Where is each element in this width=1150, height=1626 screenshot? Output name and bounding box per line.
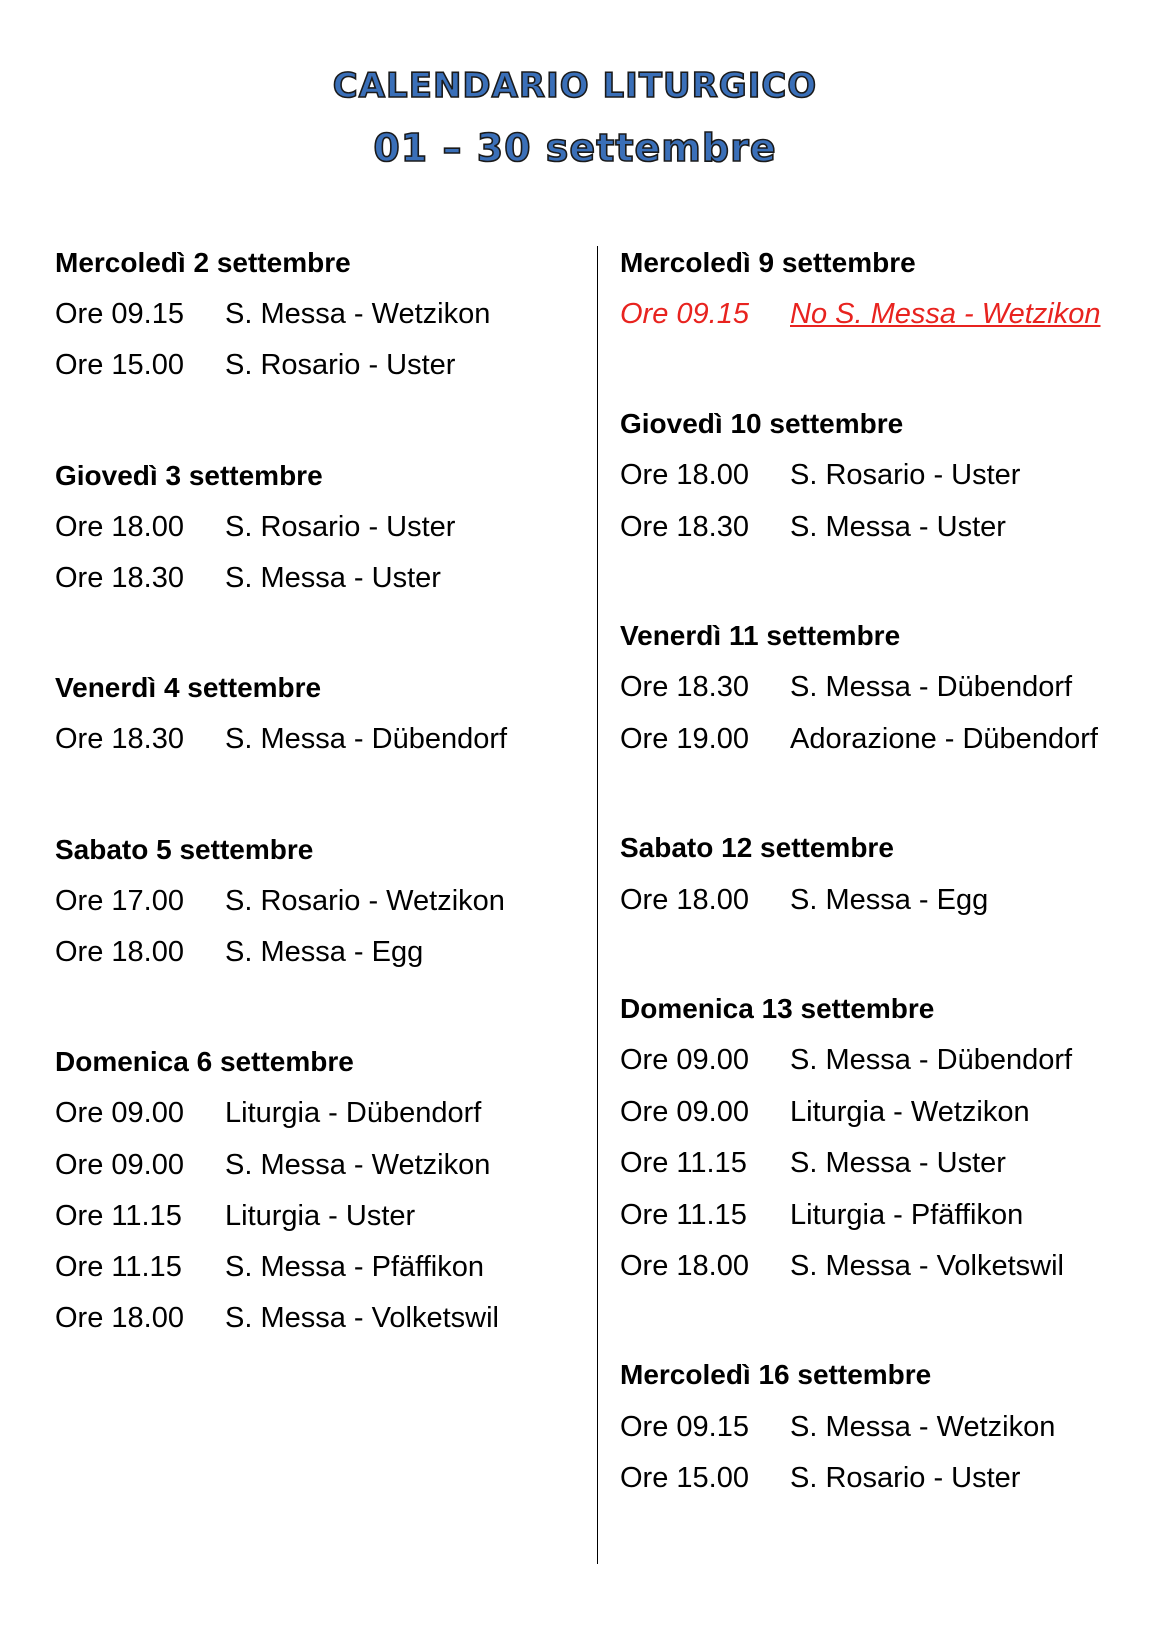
event-time: Ore 15.00 — [620, 1462, 749, 1495]
event-row — [55, 934, 423, 970]
event-time: Ore 18.00 — [55, 510, 184, 543]
event-time: Ore 18.30 — [55, 723, 184, 756]
event-time: Ore 18.00 — [55, 1302, 184, 1335]
day-heading: Giovedì 10 settembre — [620, 407, 904, 439]
event-description: Liturgia - Uster — [225, 1199, 416, 1232]
event-time: Ore 18.30 — [620, 510, 749, 543]
day-heading: Domenica 6 settembre — [55, 1046, 354, 1078]
event-description: S. Rosario - Wetzikon — [225, 884, 505, 917]
event-row — [55, 347, 455, 383]
page-header — [0, 55, 1150, 179]
event-description: S. Messa - Volketswil — [790, 1250, 1064, 1282]
event-description: S. Messa - Uster — [790, 1147, 1006, 1180]
event-row — [55, 560, 441, 596]
event-row — [620, 1460, 1020, 1496]
column-divider — [597, 246, 598, 1564]
event-time: Ore 09.00 — [55, 1148, 184, 1181]
event-time: Ore 19.00 — [620, 722, 749, 755]
event-description: Adorazione - Dübendorf — [790, 722, 1098, 755]
event-time: Ore 15.00 — [55, 349, 184, 382]
event-description: S. Messa - Uster — [790, 510, 1006, 543]
event-row — [55, 296, 490, 332]
event-time: Ore 17.00 — [55, 884, 184, 917]
day-heading: Giovedì 3 settembre — [55, 459, 323, 491]
page-subtitle: 01 – 30 settembre — [373, 126, 777, 170]
event-description: S. Messa - Egg — [790, 883, 989, 916]
event-row — [620, 1042, 1072, 1078]
event-row — [55, 509, 455, 545]
event-time: Ore 18.00 — [620, 459, 749, 492]
event-time: Ore 11.15 — [55, 1251, 182, 1283]
event-time: Ore 09.00 — [620, 1044, 749, 1077]
day-heading: Sabato 5 settembre — [55, 833, 314, 865]
day-heading: Mercoledì 9 settembre — [620, 247, 916, 278]
event-description: S. Messa - Dübendorf — [790, 1044, 1073, 1077]
cancelled-event-row — [620, 296, 1101, 332]
event-description: S. Messa - Uster — [225, 562, 441, 594]
day-heading: Domenica 13 settembre — [620, 993, 935, 1024]
event-row — [620, 457, 1020, 493]
event-description: Liturgia - Pfäffikon — [790, 1198, 1024, 1231]
event-row — [55, 1300, 499, 1336]
event-time: Ore 18.30 — [55, 562, 184, 594]
event-row — [55, 1095, 481, 1131]
event-time: Ore 11.15 — [55, 1199, 182, 1232]
event-description: S. Messa - Wetzikon — [225, 1148, 491, 1181]
event-row — [620, 669, 1072, 705]
day-heading: Sabato 12 settembre — [620, 832, 894, 864]
event-time: Ore 18.00 — [55, 936, 184, 968]
event-description: S. Messa - Egg — [225, 936, 424, 968]
event-row — [55, 721, 507, 757]
event-time: Ore 09.00 — [620, 1095, 749, 1128]
event-description: S. Rosario - Uster — [225, 349, 456, 382]
event-description: S. Messa - Pfäffikon — [225, 1251, 484, 1283]
event-time: Ore 09.15 — [620, 1410, 749, 1443]
event-row — [620, 1094, 1030, 1130]
day-heading: Venerdì 11 settembre — [620, 620, 901, 651]
event-row — [620, 1197, 1023, 1233]
event-time: Ore 18.00 — [620, 883, 749, 916]
event-description: S. Rosario - Uster — [225, 510, 456, 543]
event-row — [55, 883, 505, 919]
event-time: Ore 09.15 — [620, 298, 749, 331]
day-heading: Mercoledì 2 settembre — [55, 247, 351, 278]
event-time: Ore 18.30 — [620, 671, 749, 704]
event-time: Ore 11.15 — [620, 1198, 747, 1231]
event-row — [620, 882, 988, 918]
event-description: S. Messa - Dübendorf — [790, 671, 1073, 704]
event-row — [55, 1249, 484, 1285]
day-heading: Mercoledì 16 settembre — [620, 1359, 932, 1391]
event-description: Liturgia - Wetzikon — [790, 1095, 1030, 1128]
event-description: S. Messa - Wetzikon — [225, 298, 491, 331]
event-row — [620, 1145, 1006, 1181]
event-description: S. Rosario - Uster — [790, 459, 1021, 492]
event-time: Ore 11.15 — [620, 1147, 747, 1180]
event-time: Ore 09.15 — [55, 298, 184, 331]
event-row — [620, 509, 1006, 545]
event-description: S. Messa - Volketswil — [225, 1302, 499, 1335]
event-description: No S. Messa - Wetzikon — [790, 298, 1101, 331]
event-row — [55, 1147, 490, 1183]
event-description: S. Rosario - Uster — [790, 1462, 1021, 1495]
event-description: Liturgia - Dübendorf — [225, 1097, 482, 1130]
event-row — [620, 1409, 1055, 1445]
event-description: S. Messa - Wetzikon — [790, 1410, 1056, 1443]
event-description: S. Messa - Dübendorf — [225, 723, 508, 756]
event-row — [620, 1248, 1064, 1284]
event-row — [55, 1198, 415, 1234]
event-time: Ore 09.00 — [55, 1097, 184, 1130]
day-heading: Venerdì 4 settembre — [55, 672, 322, 704]
event-row — [620, 721, 1098, 757]
page-title: CALENDARIO LITURGICO — [332, 66, 818, 106]
event-time: Ore 18.00 — [620, 1250, 749, 1282]
